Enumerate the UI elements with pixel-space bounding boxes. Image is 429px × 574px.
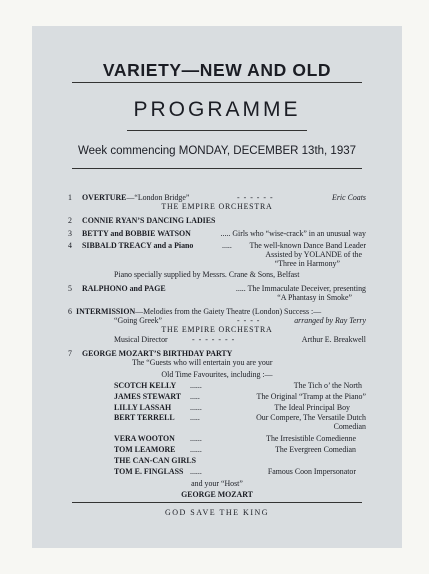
divider: [72, 502, 362, 503]
divider: [127, 130, 307, 131]
week-line: Week commencing MONDAY, DECEMBER 13th, 1937: [77, 145, 357, 157]
item-act: OVERTURE: [82, 193, 127, 202]
item-credit: arranged by Ray Terry: [294, 316, 366, 325]
item-act: CONNIE RYAN’S DANCING LADIES: [82, 216, 216, 225]
banner-heading: VARIETY—NEW AND OLD: [102, 60, 332, 80]
programme-title: PROGRAMME: [133, 98, 301, 121]
item-act: GEORGE MOZART’S BIRTHDAY PARTY: [82, 349, 233, 358]
item-act: INTERMISSION: [76, 307, 136, 316]
closing-line: GOD SAVE THE KING: [164, 508, 270, 517]
divider: [72, 82, 362, 83]
programme-sheet: VARIETY—NEW AND OLD PROGRAMME Week commencing MONDAY, DECEMBER 13th, 1937 1 OVERTURE—“London Bridge” - - - - - - Eric Coats THE EMPIRE ORCHESTRA 2 CONNIE RYAN’S DANCING LADIES 3 BETTY and BOBBIE WATSON ..... Girls who “wise-crack” in an unusual way 4 SIBBALD TREACY and a Piano ..... The well-known Dance Band Leader Assisted by YOLANDE of the “Three in Harmony” Piano specially supplied by Messrs. Crane & Sons, Belfast 5 RALPHONO and PAGE ..... The Immaculate Deceiver, presenting “A Phantasy in Smoke” 6 INTERMISSION—Melodies from the Gaiety Theatre (London) Success :— “Going Greek” - - - - arranged by Ray Terry THE EMPIRE ORCHESTRA Musical Director - - - - - - - Arthur E. Breakwell 7 GEORGE MOZART’S BIRTHDAY PARTY The “Guests who will entertain you are your Old Time Favourites, including :— SCOTCH KELLY ...... The Tich o’ the North JAMES STEWART ..... The Original “Tramp at the Piano” LILLY LASSAH ...... The Ideal Principal Boy BERT TERRELL ..... Our Compere, The Versatile Dutch Comedian VERA WOOTON ...... The Irresistible Comedienne TOM LEAMORE ...... The Evergreen Comedian THE CAN-CAN GIRLS TOM E. FINGLASS ...... Famous Coon Impersonator and your “Host” GEORGE MOZART GOD SAVE THE KING: [32, 26, 402, 548]
leader-dots: - - - - - -: [237, 193, 274, 202]
item-act: RALPHONO and PAGE: [82, 284, 166, 293]
item-act: SIBBALD TREACY and a Piano: [82, 241, 194, 250]
item-act: BETTY and BOBBIE WATSON: [82, 229, 191, 238]
divider: [72, 168, 362, 169]
item-number: 1: [68, 193, 72, 202]
item-desc: ..... Girls who “wise-crack” in an unusual way: [220, 229, 366, 238]
item-credit: Eric Coats: [332, 193, 366, 202]
item-desc: —“London Bridge”: [126, 193, 190, 202]
